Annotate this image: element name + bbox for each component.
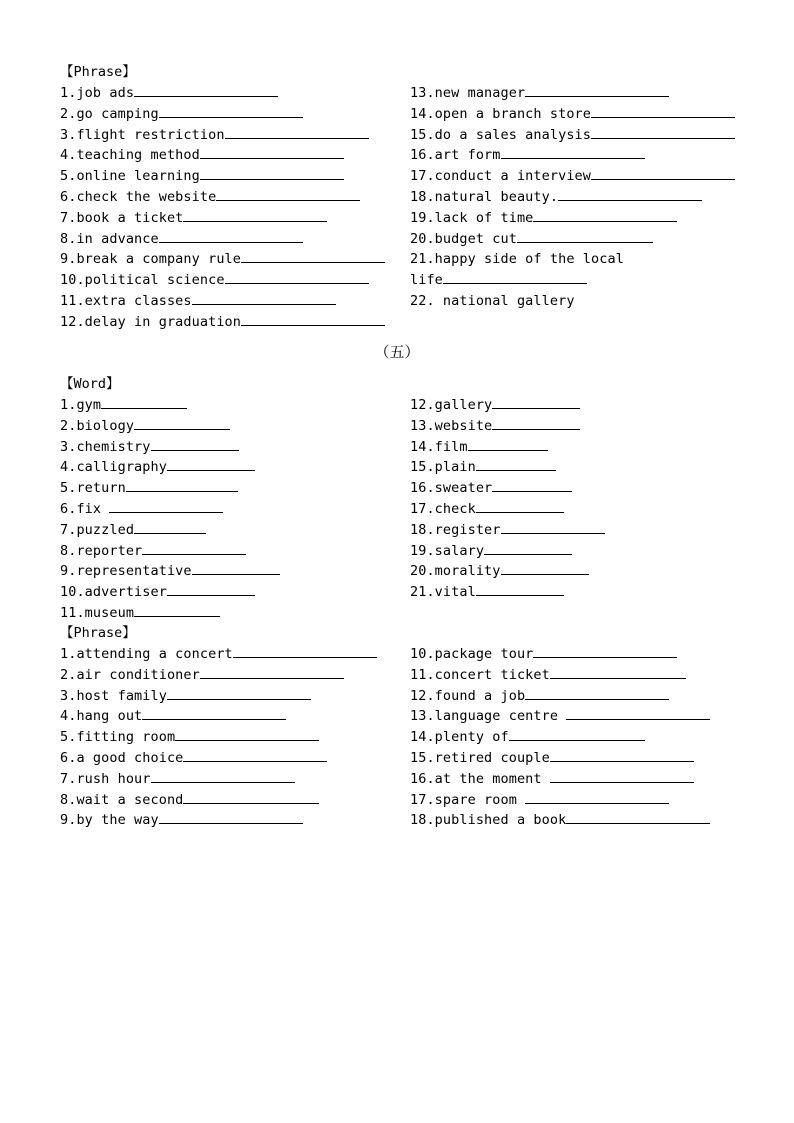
list-item	[410, 249, 624, 269]
item-text: 4.calligraphy	[60, 459, 167, 476]
answer-blank[interactable]	[525, 790, 669, 804]
section-five-title: （五）	[374, 343, 420, 361]
list-item	[410, 145, 645, 165]
word-header: 【Word】	[60, 376, 120, 392]
item-text: 10.political science	[60, 272, 225, 289]
item-text: 7.puzzled	[60, 521, 135, 538]
list-item	[410, 748, 694, 768]
list-item	[60, 582, 255, 602]
list-item	[60, 810, 303, 830]
answer-blank[interactable]	[200, 166, 344, 180]
item-text: 1.attending a concert	[60, 646, 233, 662]
item-text: 13.new manager	[410, 85, 526, 101]
answer-blank[interactable]	[134, 416, 230, 430]
list-item	[410, 541, 572, 561]
item-text: 11.extra classes	[60, 293, 192, 309]
list-item	[60, 603, 220, 623]
item-text: 9.representative	[60, 563, 192, 580]
answer-blank[interactable]	[558, 187, 702, 201]
list-item	[60, 748, 327, 768]
item-text: 2.air conditioner	[60, 666, 200, 683]
list-item	[410, 166, 735, 186]
answer-blank[interactable]	[183, 208, 327, 222]
answer-blank[interactable]	[591, 166, 735, 180]
phrase-header-top: 【Phrase】	[60, 64, 136, 80]
list-item	[60, 291, 336, 311]
list-item	[60, 706, 286, 726]
answer-blank[interactable]	[501, 561, 589, 575]
answer-blank[interactable]	[566, 810, 710, 824]
answer-blank[interactable]	[175, 727, 319, 741]
item-text: 1.job ads	[60, 85, 135, 101]
answer-blank[interactable]	[101, 395, 187, 409]
item-text: 16.art form	[410, 147, 501, 164]
item-text: 2.go camping	[60, 105, 159, 122]
answer-blank[interactable]	[525, 686, 669, 700]
answer-blank[interactable]	[192, 561, 280, 575]
answer-blank[interactable]	[533, 644, 677, 658]
list-item	[60, 541, 246, 561]
answer-blank[interactable]	[241, 249, 385, 263]
item-text: 12.found a job	[410, 687, 526, 704]
item-text: 8.in advance	[60, 230, 159, 247]
answer-blank[interactable]	[142, 706, 286, 720]
list-item	[410, 520, 605, 540]
answer-blank[interactable]	[550, 769, 694, 783]
item-text: 18.published a book	[410, 812, 567, 829]
item-text: 6.a good choice	[60, 750, 184, 766]
list-item	[410, 125, 735, 145]
answer-blank[interactable]	[200, 145, 344, 159]
list-item	[60, 478, 238, 498]
list-item	[60, 769, 295, 789]
answer-blank[interactable]	[476, 582, 564, 596]
item-text: 5.return	[60, 480, 126, 497]
answer-blank[interactable]	[492, 416, 580, 430]
list-item	[60, 686, 311, 706]
item-text: 8.reporter	[60, 542, 143, 559]
list-item	[410, 270, 587, 290]
answer-blank[interactable]	[225, 270, 369, 284]
list-item	[60, 520, 206, 540]
answer-blank[interactable]	[550, 748, 694, 762]
list-item	[60, 312, 385, 332]
answer-blank[interactable]	[484, 541, 572, 555]
answer-blank[interactable]	[443, 270, 587, 284]
item-text: 17.spare room	[410, 791, 526, 808]
answer-blank[interactable]	[200, 665, 344, 679]
answer-blank[interactable]	[142, 541, 246, 555]
answer-blank[interactable]	[492, 478, 572, 492]
list-item	[410, 706, 710, 726]
item-text: 6.fix	[60, 501, 110, 517]
list-item	[410, 561, 589, 581]
item-text: 15.retired couple	[410, 750, 550, 766]
item-text: 2.biology	[60, 417, 135, 434]
answer-blank[interactable]	[109, 499, 223, 513]
item-text: 8.wait a second	[60, 791, 184, 808]
item-text: 10.package tour	[410, 646, 534, 662]
list-item	[410, 291, 575, 311]
item-text: 11.concert ticket	[410, 666, 550, 683]
answer-blank[interactable]	[501, 520, 605, 534]
list-item	[410, 104, 735, 124]
item-text: 5.online learning	[60, 168, 200, 185]
answer-blank[interactable]	[501, 145, 645, 159]
item-text: 18.natural beauty.	[410, 189, 559, 205]
item-text: 15.plain	[410, 459, 476, 476]
answer-blank[interactable]	[216, 187, 360, 201]
list-item	[60, 395, 187, 415]
list-item	[60, 229, 303, 249]
answer-blank[interactable]	[476, 499, 564, 513]
list-item	[410, 499, 564, 519]
list-item	[60, 416, 230, 436]
answer-blank[interactable]	[183, 748, 327, 762]
item-text: 13.language centre	[410, 708, 567, 725]
item-text: 20.morality	[410, 563, 501, 580]
list-item	[410, 478, 572, 498]
answer-blank[interactable]	[533, 208, 677, 222]
item-text: 12.gallery	[410, 397, 493, 413]
item-text: 11.museum	[60, 605, 135, 621]
list-item	[60, 437, 239, 457]
item-text: 9.by the way	[60, 812, 159, 829]
list-item	[60, 145, 344, 165]
list-item	[410, 416, 580, 436]
item-text: 12.delay in graduation	[60, 313, 242, 330]
answer-blank[interactable]	[151, 437, 239, 451]
list-item	[410, 229, 653, 249]
list-item	[60, 727, 319, 747]
answer-blank[interactable]	[492, 395, 580, 409]
item-text: 17.conduct a interview	[410, 168, 592, 185]
answer-blank[interactable]	[476, 457, 556, 471]
list-item	[60, 499, 223, 519]
item-text: 7.rush hour	[60, 770, 151, 787]
list-item	[410, 810, 710, 830]
item-text: 15.do a sales analysis	[410, 126, 592, 143]
answer-blank[interactable]	[566, 706, 710, 720]
item-text: 14.plenty of	[410, 729, 509, 746]
answer-blank[interactable]	[167, 582, 255, 596]
list-item	[410, 769, 694, 789]
list-item	[60, 790, 319, 810]
answer-blank[interactable]	[183, 790, 319, 804]
answer-blank[interactable]	[517, 229, 653, 243]
list-item	[410, 395, 580, 415]
list-item	[410, 208, 677, 228]
list-item	[410, 790, 669, 810]
item-text: 13.website	[410, 417, 493, 434]
answer-blank[interactable]	[159, 104, 303, 118]
answer-blank[interactable]	[151, 769, 295, 783]
answer-blank[interactable]	[126, 478, 238, 492]
answer-blank[interactable]	[509, 727, 645, 741]
item-text: 3.host family	[60, 687, 167, 704]
answer-blank[interactable]	[134, 520, 206, 534]
list-item	[410, 437, 548, 457]
answer-blank[interactable]	[550, 665, 686, 679]
list-item	[60, 270, 369, 290]
answer-blank[interactable]	[159, 229, 303, 243]
item-text: 18.register	[410, 521, 501, 538]
list-item	[60, 166, 344, 186]
list-item	[410, 582, 564, 602]
list-item	[410, 727, 645, 747]
item-text: 3.chemistry	[60, 438, 151, 455]
item-text: 19.salary	[410, 542, 485, 559]
list-item	[60, 665, 344, 685]
item-text: 3.flight restriction	[60, 126, 225, 143]
answer-blank[interactable]	[241, 312, 385, 326]
answer-blank[interactable]	[233, 644, 377, 658]
answer-blank[interactable]	[468, 437, 548, 451]
list-item	[60, 457, 255, 477]
list-item	[410, 457, 556, 477]
list-item	[60, 644, 377, 664]
item-text: 16.at the moment	[410, 770, 550, 787]
answer-blank[interactable]	[167, 457, 255, 471]
answer-blank[interactable]	[591, 104, 735, 118]
item-text: 21.vital	[410, 584, 476, 601]
item-text: 16.sweater	[410, 480, 493, 497]
item-text: life	[410, 272, 443, 289]
item-text: 5.fitting room	[60, 729, 176, 746]
phrase-header-five: 【Phrase】	[60, 625, 136, 641]
list-item	[60, 208, 327, 228]
item-text: 9.break a company rule	[60, 251, 242, 268]
answer-blank[interactable]	[159, 810, 303, 824]
answer-blank[interactable]	[134, 603, 220, 617]
item-text: 22. national gallery	[410, 293, 575, 309]
answer-blank[interactable]	[167, 686, 311, 700]
item-text: 10.advertiser	[60, 584, 167, 601]
item-text: 4.teaching method	[60, 147, 200, 164]
list-item	[410, 83, 669, 103]
item-text: 7.book a ticket	[60, 209, 184, 226]
list-item	[60, 249, 385, 269]
item-text: 19.lack of time	[410, 209, 534, 226]
answer-blank[interactable]	[225, 125, 369, 139]
list-item	[60, 104, 303, 124]
item-text: 14.film	[410, 438, 468, 455]
item-text: 4.hang out	[60, 708, 143, 725]
list-item	[410, 644, 677, 664]
answer-blank[interactable]	[525, 83, 669, 97]
answer-blank[interactable]	[192, 291, 336, 305]
item-text: 14.open a branch store	[410, 105, 592, 122]
answer-blank[interactable]	[134, 83, 278, 97]
item-text: 21.happy side of the local	[410, 251, 624, 268]
item-text: 1.gym	[60, 397, 102, 413]
item-text: 20.budget cut	[410, 230, 517, 247]
list-item	[410, 187, 702, 207]
list-item	[410, 686, 669, 706]
list-item	[60, 125, 369, 145]
answer-blank[interactable]	[591, 125, 735, 139]
list-item	[60, 187, 360, 207]
item-text: 17.check	[410, 501, 476, 517]
list-item	[410, 665, 686, 685]
item-text: 6.check the website	[60, 189, 217, 205]
list-item	[60, 561, 280, 581]
list-item	[60, 83, 278, 103]
